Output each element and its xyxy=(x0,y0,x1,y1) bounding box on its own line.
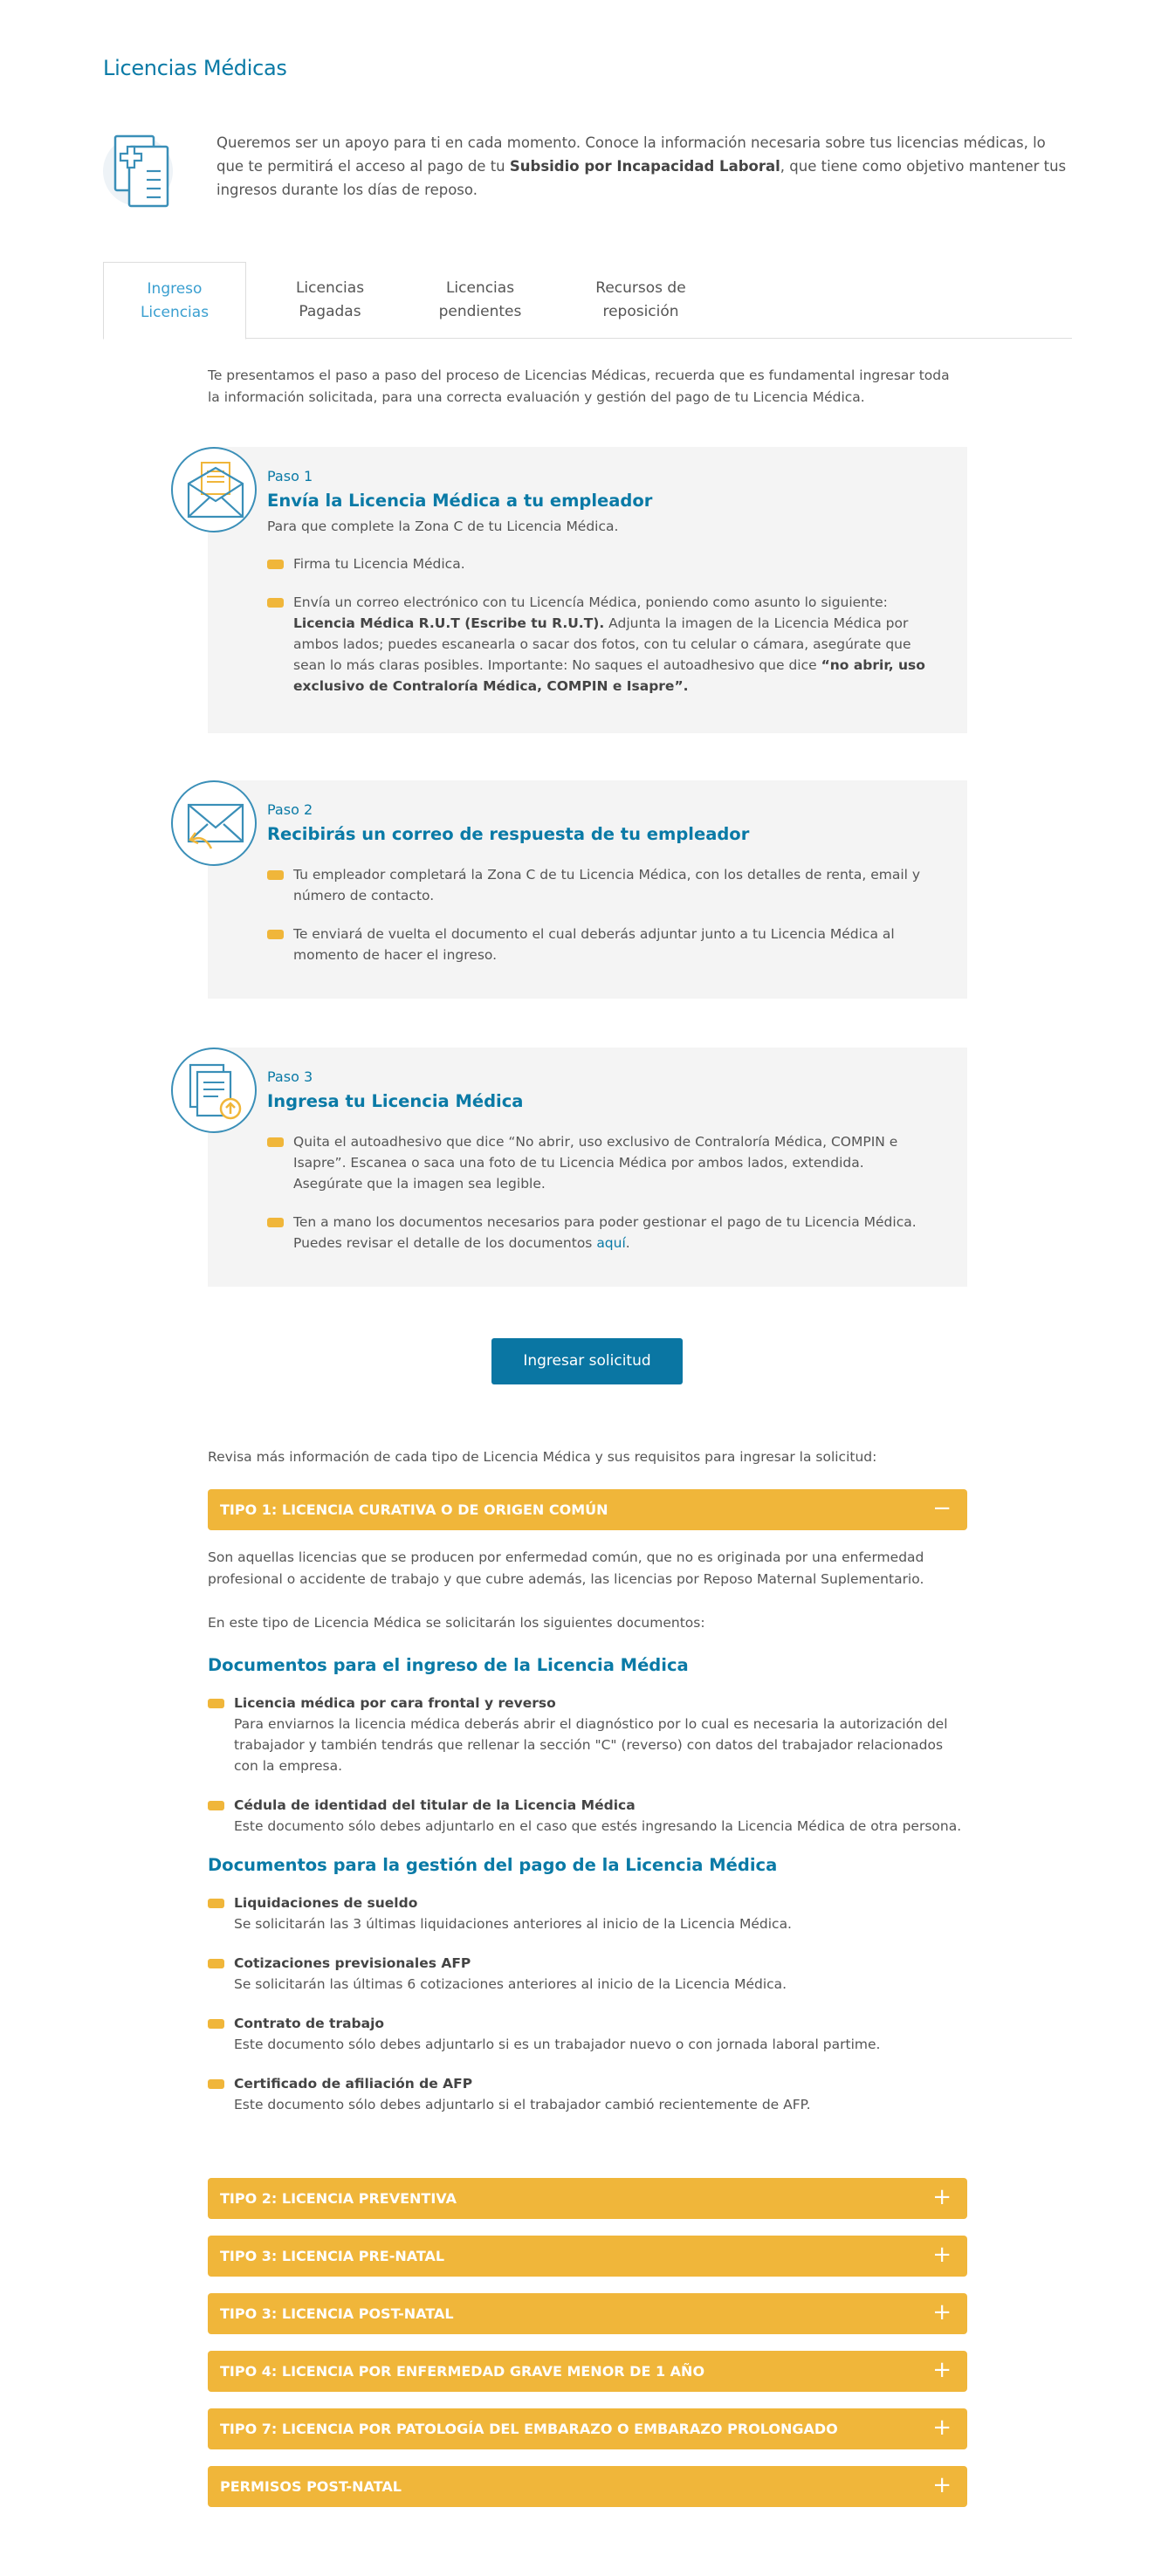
intro-section xyxy=(103,122,1072,218)
docs-pago-list xyxy=(208,1893,967,2115)
accordion-tipo-1-content xyxy=(208,1547,967,2133)
list-item: Tu empleador completará la Zona C de tu Licencia Médica, con los detalles de renta, email y número de contacto. xyxy=(267,864,931,906)
bullet-marker xyxy=(267,598,284,608)
bullet-marker xyxy=(208,2019,224,2029)
docs-ingreso-heading: Documentos para el ingreso de la Licencia Médica xyxy=(208,1655,689,1675)
accordion-label: TIPO 2: LICENCIA PREVENTIVA xyxy=(220,2190,457,2207)
bullet-marker xyxy=(208,1801,224,1810)
accordion-label: TIPO 3: LICENCIA PRE-NATAL xyxy=(220,2248,445,2264)
list-item: Liquidaciones de sueldo Se solicitarán las 3 últimas liquidaciones anteriores al inicio de la Licencia Médica. xyxy=(208,1893,967,1934)
documents-detail-link[interactable]: aquí xyxy=(596,1235,626,1251)
more-info-text: Revisa más información de cada tipo de Licencia Médica y sus requisitos para ingresar la solicitud: xyxy=(208,1449,877,1465)
page-title: Licencias Médicas xyxy=(103,56,287,80)
expand-icon[interactable]: + xyxy=(932,2242,952,2268)
step-1-list xyxy=(267,553,931,714)
expand-icon[interactable]: + xyxy=(932,2357,952,2383)
tipo-1-description: Son aquellas licencias que se producen por enfermedad común, que no es originada por una enfermedad profesional o accidente de trabajo y que cubre además, las licencias por Reposo Maternal Suplementario. xyxy=(208,1549,924,1587)
bullet-marker xyxy=(267,870,284,880)
step-2-title: Recibirás un correo de respuesta de tu empleador xyxy=(267,824,750,844)
medical-document-icon xyxy=(103,127,189,213)
bullet-marker xyxy=(208,1959,224,1968)
envelope-document-icon xyxy=(187,461,244,520)
bullet-marker xyxy=(267,560,284,569)
documents-upload-icon xyxy=(187,1061,244,1121)
list-item: Quita el autoadhesivo que dice “No abrir, uso exclusivo de Contraloría Médica, COMPIN e Isapre”. Escanea o saca una foto de tu Licencia Médica por ambos lados, extendida. Asegúrate que la imagen sea legible. xyxy=(267,1131,931,1194)
step-3-number: Paso 3 xyxy=(267,1068,313,1085)
accordion-tipo-1[interactable] xyxy=(208,1489,967,1530)
bullet-marker xyxy=(267,1137,284,1147)
list-item: Licencia médica por cara frontal y reverso Para enviarnos la licencia médica deberás abrir el diagnóstico por lo cual es necesaria la autorización del trabajador y también tendrás que rellenar la sección "C" (reverso) con datos del trabajador relacionados con la empresa. xyxy=(208,1693,967,1776)
tab-ingreso-licencias[interactable]: Ingreso Licencias xyxy=(103,262,246,340)
accordion-tipo-2[interactable] xyxy=(208,2178,967,2219)
accordion-permisos-postnatal[interactable] xyxy=(208,2466,967,2507)
envelope-reply-icon xyxy=(187,794,244,854)
step-3-badge xyxy=(171,1048,257,1133)
step-2-number: Paso 2 xyxy=(267,801,313,818)
tipo-1-docs-intro: En este tipo de Licencia Médica se solicitarán los siguientes documentos: xyxy=(208,1615,705,1631)
list-item: Certificado de afiliación de AFP Este documento sólo debes adjuntarlo si el trabajador cambió recientemente de AFP. xyxy=(208,2073,967,2115)
step-2-badge xyxy=(171,780,257,866)
tab-recursos-reposicion[interactable]: Recursos de reposición xyxy=(595,279,686,320)
bullet-marker xyxy=(208,1899,224,1908)
list-item: Cédula de identidad del titular de la Licencia Médica Este documento sólo debes adjuntarlo en el caso que estés ingresando la Licencia Médica de otra persona. xyxy=(208,1795,967,1837)
tab-licencias-pagadas[interactable]: Licencias Pagadas xyxy=(295,279,365,320)
list-item: Contrato de trabajo Este documento sólo debes adjuntarlo si es un trabajador nuevo o con jornada laboral partime. xyxy=(208,2013,967,2055)
step-2-card xyxy=(208,780,967,999)
bullet-marker xyxy=(208,1699,224,1708)
list-item: Envía un correo electrónico con tu Licencía Médica, poniendo como asunto lo siguiente: Licencia Médica R.U.T (Escribe tu R.U.T). Adjunta la imagen de la Licencia Médica por ambos lados; puedes escanearla o sacar dos fotos, con tu celular o cámara, asegúrate que sean lo más claras posibles. Importante: No saques el autoadhesivo que dice “no abrir, uso exclusivo de Contraloría Médica, COMPIN e Isapre”. xyxy=(267,592,931,697)
step-1-card xyxy=(208,447,967,733)
step-1-title: Envía la Licencia Médica a tu empleador xyxy=(267,491,653,511)
accordion-tipo-3-postnatal[interactable] xyxy=(208,2293,967,2334)
tabs-bar xyxy=(103,262,1072,339)
expand-icon[interactable]: + xyxy=(932,2472,952,2498)
bullet-marker xyxy=(267,930,284,939)
list-item: Ten a mano los documentos necesarios para poder gestionar el pago de tu Licencia Médica. Puedes revisar el detalle de los documentos aquí. xyxy=(267,1212,931,1254)
step-1-number: Paso 1 xyxy=(267,468,313,484)
intro-text: Queremos ser un apoyo para ti en cada momento. Conoce la información necesaria sobre tus licencias médicas, lo que te permitirá el acceso al pago de tu Subsidio por Incapacidad Laboral, que tiene como objetivo mantener tus ingresos durante los días de reposo. xyxy=(216,134,1067,198)
ingresar-solicitud-button[interactable]: Ingresar solicitud xyxy=(491,1338,683,1384)
bullet-marker xyxy=(208,2079,224,2089)
tab-licencias-pendientes[interactable]: Licencias pendientes xyxy=(438,279,522,320)
list-item: Te enviará de vuelta el documento el cual deberás adjuntar junto a tu Licencia Médica al momento de hacer el ingreso. xyxy=(267,924,931,965)
accordion-tipo-4[interactable] xyxy=(208,2351,967,2392)
accordion-tipo-3-prenatal[interactable] xyxy=(208,2236,967,2277)
step-3-list xyxy=(267,1131,931,1271)
accordion-label: TIPO 1: LICENCIA CURATIVA O DE ORIGEN COMÚN xyxy=(220,1501,608,1518)
docs-pago-heading: Documentos para la gestión del pago de la Licencia Médica xyxy=(208,1855,778,1875)
expand-icon[interactable]: + xyxy=(932,2415,952,2441)
bullet-marker xyxy=(267,1218,284,1227)
accordion-tipo-7[interactable] xyxy=(208,2408,967,2449)
step-2-list xyxy=(267,864,931,983)
step-1-subtitle: Para que complete la Zona C de tu Licencia Médica. xyxy=(267,519,619,534)
step-3-card xyxy=(208,1048,967,1287)
expand-icon[interactable]: + xyxy=(932,2299,952,2325)
expand-icon[interactable]: + xyxy=(932,2184,952,2210)
collapse-icon[interactable]: − xyxy=(932,1495,952,1522)
accordion-label: TIPO 3: LICENCIA POST-NATAL xyxy=(220,2305,454,2322)
list-item: Firma tu Licencia Médica. xyxy=(267,553,931,574)
docs-ingreso-list xyxy=(208,1693,967,1837)
accordion-label: TIPO 4: LICENCIA POR ENFERMEDAD GRAVE MENOR DE 1 AÑO xyxy=(220,2363,705,2380)
process-intro-text: Te presentamos el paso a paso del proceso de Licencias Médicas, recuerda que es fundamental ingresar toda la información solicitada, para una correcta evaluación y gestión del pago de tu Licencia Médica. xyxy=(208,368,950,405)
list-item: Cotizaciones previsionales AFP Se solicitarán las últimas 6 cotizaciones anteriores al inicio de la Licencia Médica. xyxy=(208,1953,967,1995)
step-1-badge xyxy=(171,447,257,532)
accordion-label: PERMISOS POST-NATAL xyxy=(220,2478,402,2495)
step-3-title: Ingresa tu Licencia Médica xyxy=(267,1091,524,1111)
accordion-label: TIPO 7: LICENCIA POR PATOLOGÍA DEL EMBARAZO O EMBARAZO PROLONGADO xyxy=(220,2421,838,2437)
